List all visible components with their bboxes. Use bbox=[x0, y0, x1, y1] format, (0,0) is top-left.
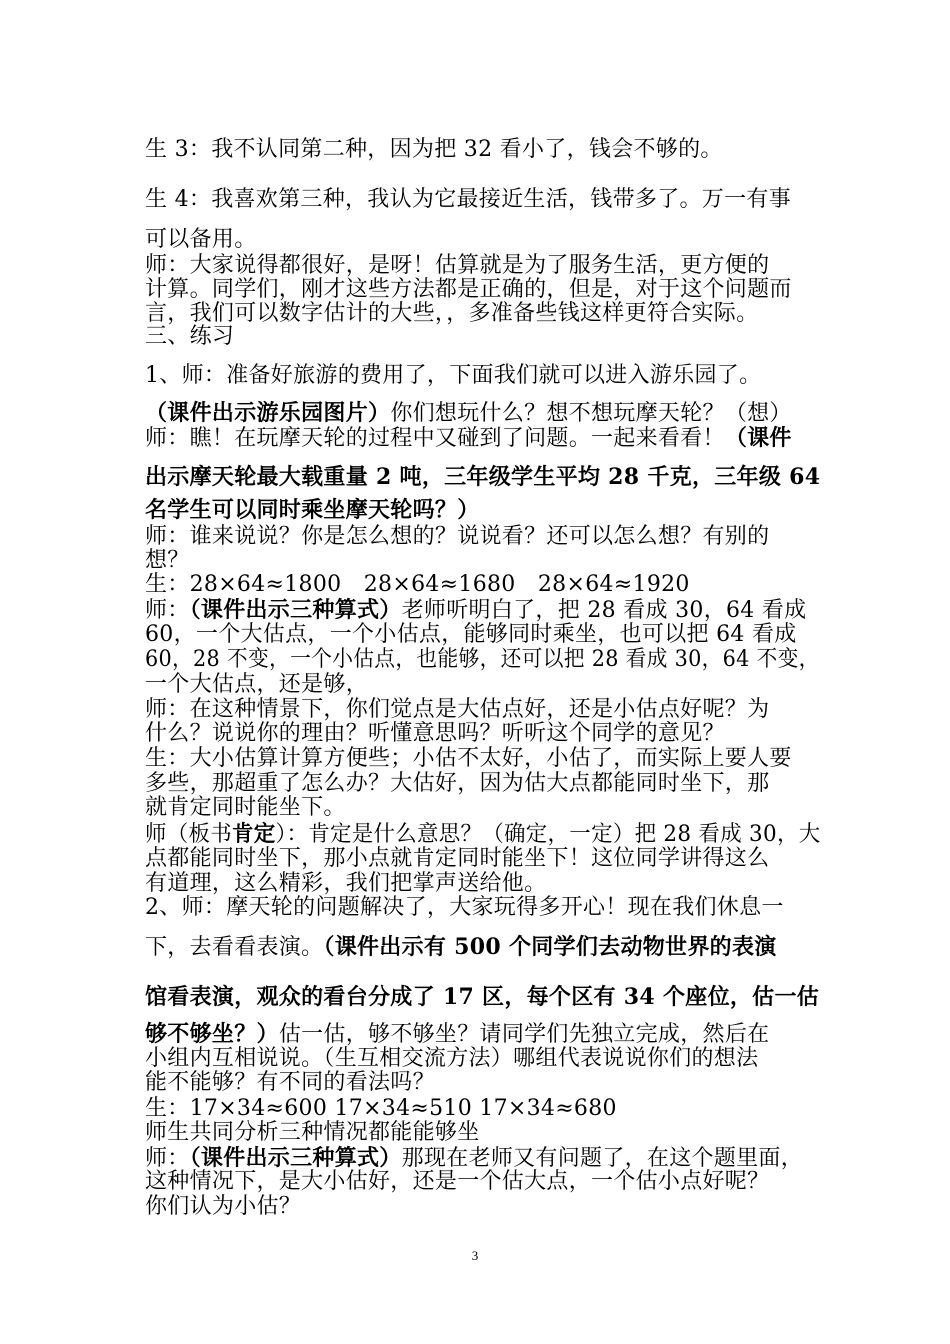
text-line: 师：谁来说说？你是怎么想的？说说看？还可以怎么想？有别的 bbox=[145, 524, 770, 549]
text-line: 1、师：准备好旅游的费用了，下面我们就可以进入游乐园了。 bbox=[145, 363, 762, 388]
text-line: 师：在这种情景下，你们觉点是大估点好，还是小估点好呢？为 bbox=[145, 697, 770, 722]
page-number: 3 bbox=[471, 1248, 479, 1263]
courseware-note: 够不够坐？） bbox=[145, 1021, 279, 1047]
text-line bbox=[145, 934, 815, 961]
text-line bbox=[145, 1021, 815, 1048]
text-span: 师： bbox=[145, 1146, 190, 1171]
courseware-note: 名学生可以同时乘坐摩天轮吗？） bbox=[145, 497, 480, 523]
text-line: 能不能够？有不同的看法吗？ bbox=[145, 1070, 435, 1095]
text-line: 多些，那超重了怎么办？大估好，因为估大点都能同时坐下，那 bbox=[145, 771, 770, 796]
text-line: 2、师：摩天轮的问题解决了，大家玩得多开心！现在我们休息一 bbox=[145, 895, 784, 920]
text-line: 言，我们可以数字估计的大些，，多准备些钱这样更符合实际。 bbox=[145, 301, 759, 326]
text-line: 计算。同学们，刚才这些方法都是正确的，但是，对于这个问题而 bbox=[145, 277, 792, 302]
text-span: 你们想玩什么？想不想玩摩天轮？（想） bbox=[390, 401, 792, 426]
courseware-note: （课件出示有 500 个同学们去动物世界的表演 bbox=[323, 934, 777, 960]
text-line: 生：28×64≈1800 28×64≈1680 28×64≈1920 bbox=[145, 572, 690, 597]
text-line: 可以备用。 bbox=[145, 227, 257, 252]
text-span: 老师听明白了，把 28 看成 30，64 看成 bbox=[401, 598, 807, 623]
text-line: 生 3：我不认同第二种，因为把 32 看小了，钱会不够的。 bbox=[145, 137, 723, 162]
courseware-note: （课件出示三种算式） bbox=[189, 597, 402, 623]
text-line: 60，一个大估点，一个小估点，能够同时乘坐，也可以把 64 看成 bbox=[145, 622, 797, 647]
section-heading: 三、练习 bbox=[145, 324, 235, 349]
text-span: 师（板书 bbox=[145, 822, 233, 847]
text-line: 点都能同时坐下，那小点就肯定同时能坐下！这位同学讲得这么 bbox=[145, 846, 770, 871]
text-span: 师： bbox=[145, 598, 190, 623]
courseware-note: 出示摩天轮最大载重量 2 吨，三年级学生平均 28 千克，三年级 64 bbox=[145, 464, 821, 490]
text-line: 就肯定同时能坐下。 bbox=[145, 795, 346, 820]
text-line: 生 4：我喜欢第三种，我认为它最接近生活，钱带多了。万一有事 bbox=[145, 187, 791, 212]
text-line: 生：17×34≈600 17×34≈510 17×34≈680 bbox=[145, 1096, 617, 1121]
text-span: 师：瞧！在玩摩天轮的过程中又碰到了问题。一起来看看！ bbox=[145, 426, 725, 451]
text-line bbox=[145, 597, 815, 624]
text-span: 那现在老师又有问题了，在这个题里面， bbox=[401, 1146, 804, 1171]
text-line bbox=[145, 400, 815, 427]
text-line: 一个大估点，还是够， bbox=[145, 672, 369, 697]
text-line bbox=[145, 425, 815, 452]
courseware-note: （课件 bbox=[724, 425, 792, 451]
courseware-note: （课件出示游乐园图片） bbox=[145, 400, 391, 426]
text-line: 60，28 不变，一个小估点，也能够，还可以把 28 看成 30，64 不变， bbox=[145, 647, 820, 672]
text-line: 师：大家说得都很好，是呀！估算就是为了服务生活，更方便的 bbox=[145, 253, 770, 278]
text-line: 你们认为小估？ bbox=[145, 1194, 302, 1219]
text-span: 下，去看看表演。 bbox=[145, 935, 324, 960]
text-line: 这种情况下，是大小估好，还是一个估大点，一个估小点好呢？ bbox=[145, 1169, 770, 1194]
text-span: ）：肯定是什么意思？（确定，一定）把 28 看成 30，大 bbox=[275, 822, 821, 847]
courseware-note: （课件出示三种算式） bbox=[189, 1145, 402, 1171]
text-span: 估一估，够不够坐？请同学们先独立完成，然后在 bbox=[278, 1022, 770, 1047]
text-line: 生：大小估算计算方便些；小估不太好，小估了，而实际上要人要 bbox=[145, 746, 792, 771]
text-line bbox=[145, 821, 821, 848]
text-line bbox=[145, 1145, 815, 1172]
text-line: 师生共同分析三种情况都能能够坐 bbox=[145, 1120, 480, 1145]
text-line: 想？ bbox=[145, 548, 190, 573]
text-line: 小组内互相说说。（生互相交流方法）哪组代表说说你们的想法 bbox=[145, 1046, 759, 1071]
text-line: 有道理，这么精彩，我们把掌声送给他。 bbox=[145, 871, 547, 896]
courseware-note: 馆看表演，观众的看台分成了 17 区，每个区有 34 个座位，估一估 bbox=[145, 984, 820, 1010]
board-note: 肯定 bbox=[232, 821, 276, 847]
text-line: 什么？说说你的理由？听懂意思吗？听听这个同学的意见？ bbox=[145, 721, 725, 746]
